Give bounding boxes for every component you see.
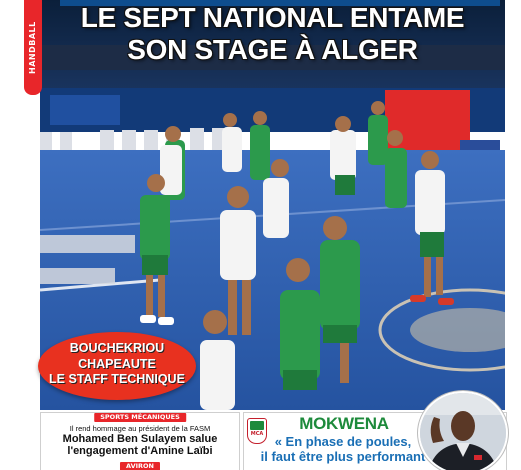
callout-line-2: CHAPEAUTE — [78, 356, 156, 371]
crest-letters: MCA — [250, 431, 264, 437]
coach-portrait — [418, 391, 508, 470]
teaser-quote-line-2: il faut être plus performant — [260, 449, 426, 464]
teaser-title — [41, 433, 239, 457]
main-headline — [40, 2, 505, 66]
rubric-aviron: AVIRON — [120, 462, 160, 470]
teaser-quote — [258, 434, 428, 464]
callout-line-3: LE STAFF TECHNIQUE — [49, 372, 185, 386]
callout-text — [40, 341, 194, 388]
teaser-title-line-1: Mohamed Ben Sulayem salue — [62, 433, 218, 445]
teaser-title-line-2: l'engagement d'Amine Laïbi — [67, 445, 213, 457]
rubric-tab-label: HANDBALL — [28, 21, 37, 75]
callout-line-1: BOUCHEKRIOU — [69, 341, 165, 355]
rubric-sports-mecaniques: SPORTS MÉCANIQUES — [94, 413, 186, 422]
teaser-name: MOKWENA — [299, 414, 389, 433]
teaser-quote-line-1: « En phase de poules, — [274, 434, 412, 449]
teaser-sports-mecaniques[interactable] — [40, 412, 240, 470]
headline-line-1: LE SEPT NATIONAL ENTAME — [80, 2, 465, 33]
teaser-kicker: Il rend hommage au président de la FASM — [69, 424, 211, 433]
headline-line-2: SON STAGE À ALGER — [127, 34, 418, 65]
teaser-mokwena[interactable] — [243, 412, 507, 470]
